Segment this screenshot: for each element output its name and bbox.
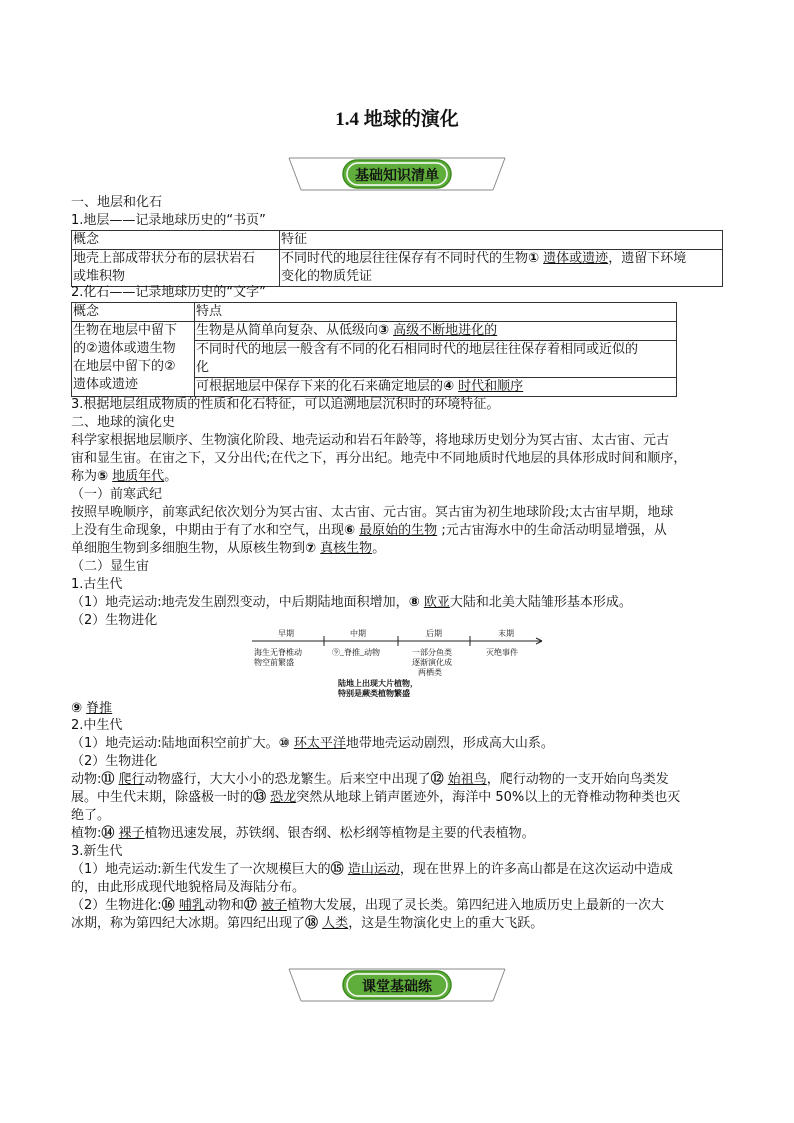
- timeline-note: 灭绝事件: [486, 648, 518, 657]
- answer-text: 时代和顺序: [458, 379, 524, 394]
- table-cell: 生物是从简单向复杂、从低级向③ 高级不断地进化的: [195, 322, 677, 341]
- title-text: 地球的演化: [363, 108, 459, 130]
- answer-number: ⑱: [305, 916, 319, 931]
- answer-number: ⑰: [243, 898, 257, 913]
- timeline-label: 末期: [498, 629, 514, 638]
- paragraph-line: （2）生物进化: [71, 613, 158, 628]
- banner-label: 课堂基础练: [362, 979, 432, 995]
- subheading-strata: 1.地层——记录地球历史的“书页”: [71, 213, 266, 228]
- paragraph-line: 上没有生命现象，中期由于有了水和空气，出现⑥ 最原始的生物 ;元古宙海水中的生命活动明显增强，从: [71, 523, 667, 538]
- answer-text: 始祖鸟: [447, 772, 487, 787]
- fossils-table: [71, 302, 677, 397]
- section-banner-basics: [287, 152, 507, 196]
- answer-text: 最原始的生物: [359, 523, 438, 538]
- timeline-label: 后期: [426, 629, 442, 638]
- section-heading-history: 二、地球的演化史: [71, 415, 176, 430]
- timeline-note: ⑨_脊推_动物: [332, 648, 380, 657]
- table-cell: 可根据地层中保存下来的化石来确定地层的④ 时代和顺序: [195, 378, 677, 397]
- answer-number: ④: [443, 379, 455, 394]
- strata-table: [71, 230, 723, 287]
- table-cell: [195, 341, 677, 378]
- cell-line: 遗体或遗迹: [73, 377, 139, 392]
- cell-line: 在地层中留下的②: [73, 359, 176, 374]
- table-header: 概念: [72, 231, 280, 250]
- paragraph-line: 展。中生代末期，除盛极一时的⑬ 恐龙突然从地球上销声匿迹外，海洋中 50%以上的无脊椎动物种类也灭: [71, 790, 681, 805]
- table-header: 特点: [195, 303, 677, 322]
- answer-number: ⑯: [161, 898, 175, 913]
- paragraph-line: （2）生物进化:⑯ 哺乳动物和⑰ 被子植物大发展，出现了灵长类。第四纪进入地质历史上最新的一次大: [71, 898, 665, 913]
- timeline-label: 早期: [278, 629, 294, 638]
- answer-number: ⑬: [253, 790, 267, 805]
- answer-number: ⑫: [430, 772, 444, 787]
- answer-text: 爬行: [118, 772, 145, 787]
- answer-number: ③: [378, 323, 390, 338]
- answer-number: ①: [528, 251, 540, 266]
- answer-text: 真核生物: [320, 541, 373, 556]
- title-number: 1.4: [335, 109, 364, 130]
- paragraph-line: 的，由此形成现代地貌格局及海陆分布。: [71, 880, 306, 895]
- paragraph-line: 科学家根据地层顺序、生物演化阶段、地壳运动和岩石年龄等，将地球历史划分为冥古宙、太古宙、元古: [71, 433, 670, 448]
- section-heading-strata: 一、地层和化石: [71, 195, 163, 210]
- era-heading-cenozoic: 3.新生代: [71, 844, 123, 859]
- paragraph-line: 冰期，称为第四纪大冰期。第四纪出现了⑱ 人类，这是生物演化史上的重大飞跃。: [71, 916, 544, 931]
- answer-number: ⑥: [344, 523, 356, 538]
- table-cell: [72, 322, 195, 397]
- paragraph-line: 植物:⑭ 裸子植物迅速发展，苏铁纲、银杏纲、松杉纲等植物是主要的代表植物。: [71, 826, 535, 841]
- paragraph-line: 宙和显生宙。在宙之下，又分出代;在代之下，再分出纪。地壳中不同地质时代地层的具体形成时间和顺序，: [71, 451, 687, 466]
- answer-text: 被子: [261, 898, 288, 913]
- cell-line: 化: [196, 360, 210, 375]
- timeline-label: 中期: [350, 629, 366, 638]
- paragraph: 3.根据地层组成物质的性质和化石特征，可以追溯地层沉积时的环境特征。: [71, 397, 500, 412]
- answer-number: ⑦: [305, 541, 317, 556]
- table-cell: [280, 250, 723, 287]
- answer-number: ⑭: [101, 826, 115, 841]
- timeline-note: 逐渐演化成: [412, 658, 452, 667]
- answer-text: 高级不断地进化的: [393, 323, 498, 338]
- paragraph-line: （1）地壳运动:地壳发生剧烈变动，中后期陆地面积增加，⑧ 欧亚大陆和北美大陆雏形基本形成。: [71, 595, 632, 610]
- answer-text: 裸子: [118, 826, 145, 841]
- answer-text: 欧亚: [423, 595, 450, 610]
- timeline-note: 海生无脊椎动: [254, 648, 302, 657]
- answer-text: 造山运动: [347, 862, 400, 877]
- answer-text: 哺乳: [178, 898, 205, 913]
- answer-text: 环太平洋: [293, 736, 346, 751]
- paragraph-line: [71, 700, 112, 718]
- answer-text: 人类: [322, 916, 349, 931]
- answer-number: ⑧: [408, 595, 420, 610]
- page-title: [0, 104, 794, 131]
- answer-number: ⑩: [278, 736, 290, 751]
- answer-number: ⑪: [101, 772, 115, 787]
- table-cell: [72, 250, 280, 287]
- cell-line: 的②遗体或遗生物: [73, 341, 176, 356]
- timeline-note: 一部分鱼类: [412, 648, 452, 657]
- paragraph-line: 动物:⑪ 爬行动物盛行，大大小小的恐龙繁生。后来空中出现了⑫ 始祖鸟，爬行动物的一支开始向鸟类发: [71, 772, 669, 787]
- answer-text: 恐龙: [270, 790, 297, 805]
- cell-line: 或堆积物: [73, 269, 126, 284]
- era-heading-mesozoic: 2.中生代: [71, 718, 123, 733]
- cell-line: 生物在地层中留下: [73, 323, 178, 338]
- table-header: 特征: [280, 231, 723, 250]
- cell-line: 变化的物质凭证: [281, 269, 373, 284]
- answer-number: ⑤: [97, 469, 109, 484]
- table-header: 概念: [72, 303, 195, 322]
- answer-number: ⑨: [71, 701, 83, 716]
- answer-text: 遗体或遗迹: [543, 251, 609, 266]
- cell-line: 不同时代的地层往往保存有不同时代的生物① 遗体或遗迹，遗留下环境: [281, 251, 687, 266]
- timeline-note: 两栖类: [418, 668, 442, 677]
- paragraph-line: 称为⑤ 地质年代。: [71, 469, 178, 484]
- paragraph-line: 绝了。: [71, 808, 111, 823]
- answer-text: 脊推: [86, 701, 113, 716]
- timeline-note: 陆地上出现大片植物，: [338, 679, 418, 688]
- timeline-note: 物空前繁盛: [254, 658, 294, 667]
- cell-line: 不同时代的地层一般含有不同的化石相同时代的地层往往保存着相同或近似的: [196, 342, 639, 357]
- subsection-phanerozoic: （二）显生宙: [71, 559, 150, 574]
- paragraph-line: （1）地壳运动:陆地面积空前扩大。⑩ 环太平洋地带地壳运动剧烈，形成高大山系。: [71, 736, 554, 751]
- paragraph-line: 按照早晚顺序，前寒武纪依次划分为冥古宙、太古宙、元古宙。冥古宙为初生地球阶段;太古宙早期，地球: [71, 505, 674, 520]
- timeline-note: 特别是蕨类植物繁盛: [338, 689, 410, 698]
- era-heading-paleozoic: 1.古生代: [71, 577, 123, 592]
- section-banner-practice: [287, 963, 507, 1007]
- evolution-timeline: [252, 628, 544, 698]
- banner-label: 基础知识清单: [355, 168, 439, 184]
- subheading-fossils: 2.化石——记录地球历史的“文字”: [71, 285, 266, 300]
- answer-number: ⑮: [330, 862, 344, 877]
- paragraph-line: 单细胞生物到多细胞生物，从原核生物到⑦ 真核生物。: [71, 541, 386, 556]
- subsection-precambrian: （一）前寒武纪: [71, 487, 163, 502]
- paragraph-line: （2）生物进化: [71, 754, 158, 769]
- paragraph-line: （1）地壳运动:新生代发生了一次规模巨大的⑮ 造山运动，现在世界上的许多高山都是在这次运动中造成: [71, 862, 673, 877]
- cell-line: 地壳上部成带状分布的层状岩石: [73, 251, 256, 266]
- answer-text: 地质年代: [112, 469, 165, 484]
